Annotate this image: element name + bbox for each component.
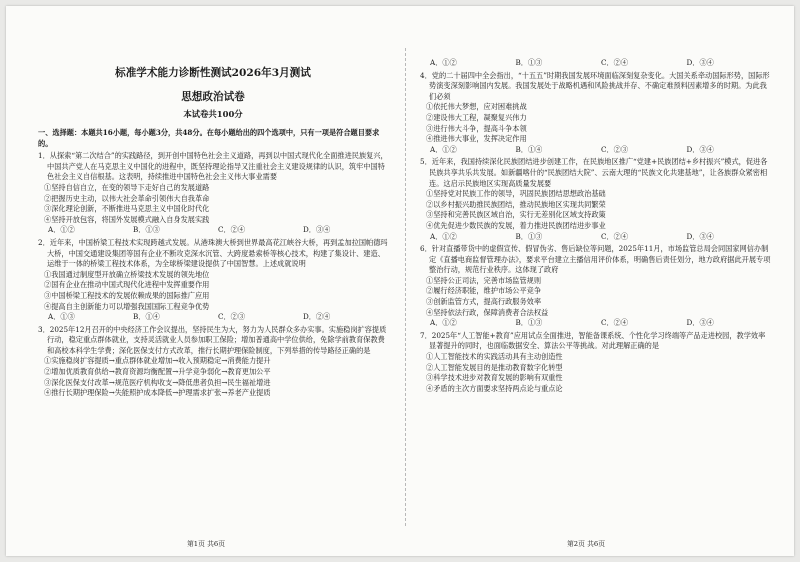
answer-option: D．③④ <box>686 58 714 67</box>
answer-option: A．①② <box>430 318 457 328</box>
question-statement: ③进行伟大斗争，提高斗争本领 <box>426 123 527 133</box>
question-statement: ①坚持党对民族工作的领导，巩固民族团结思想政治基础 <box>426 189 606 199</box>
question-block <box>420 331 772 395</box>
right-column <box>420 6 772 394</box>
question-statement: ③创新监管方式，提高行政服务效率 <box>426 297 542 307</box>
question-block <box>420 157 772 242</box>
question-statement: ④推进伟大事业，发挥决定作用 <box>426 134 527 144</box>
answer-option: B．①③ <box>515 58 543 67</box>
answer-option: C．②④ <box>601 231 629 241</box>
answer-options <box>38 225 388 236</box>
answer-option: C．②③ <box>218 312 246 322</box>
answer-option: A．①② <box>430 144 457 154</box>
question-block <box>38 151 388 236</box>
question-statement: ②以乡村振兴助推民族团结，推动民族地区实现共同繁荣 <box>426 199 606 209</box>
answer-option: B．①③ <box>133 225 160 235</box>
section-instructions: 一、选择题：本题共16小题，每小题3分，共48分。在每小题给出的四个选项中，只有一项是符合题目要求的。 <box>38 128 380 148</box>
question-statement: ①我国通过制度型开放确立桥梁技术发展的领先地位 <box>44 269 210 279</box>
answer-option: C．②④ <box>218 225 246 235</box>
question-statement: ③坚持和完善民族区域自治，实行无差别化区域支持政策 <box>426 210 606 220</box>
answer-option: D．③④ <box>303 225 331 235</box>
answer-option: A．①② <box>430 58 457 67</box>
answer-option: C．②④ <box>601 318 629 328</box>
answer-option: D．③④ <box>686 231 714 241</box>
exam-title: 标准学术能力诊断性测试2026年3月测试 <box>115 67 311 79</box>
answer-options <box>420 145 772 156</box>
question-statement: ③深化理论创新，不断推进马克思主义中国化时代化 <box>44 204 210 214</box>
question-statement: ④推行长期护理保险→失能照护成本降低→护理需求扩张→养老产业提质 <box>44 388 271 398</box>
question-statement: ③中国桥梁工程技术的发展依赖成果的国际推广应用 <box>44 290 210 300</box>
answer-options <box>38 312 388 323</box>
answer-option: B．①④ <box>515 144 543 154</box>
question-3-options <box>420 58 772 69</box>
answer-option: B．①③ <box>515 318 543 328</box>
question-stem: 6．针对直播带货中的虚假宣传、假冒伪劣、售后缺位等问题，2025年11月，市场监管总局会同国家网信办制定《直播电商监督管理办法》，要求平台建立主播信用评价体系，明确售后责任划分，地方政府据此开展专项整治行动，规范行业秩序。这体现了政府 <box>420 244 771 275</box>
column-divider <box>405 48 406 526</box>
answer-option: D．②④ <box>303 312 331 322</box>
question-stem: 3．2025年12月召开的中央经济工作会议提出，坚持民生为大，努力为人民群众多办实事。实施稳岗扩容提质行动，稳定重点群体就业，支持灵活就业人员参加职工保险；增加普通高中学位供给，免除学前教育保教费和高校本科学生学费；深化医保支付方式改革，推行长期护理保险制度，下列举措的传导路径正确的是 <box>38 324 387 355</box>
question-statement: ①实施稳岗扩容提质→重点群体就业增加→收入预期稳定→消费能力提升 <box>44 356 271 366</box>
question-statement: ②把握历史主动，以伟大社会革命引领伟大自我革命 <box>44 193 210 203</box>
answer-option: D．③④ <box>686 144 714 154</box>
question-block <box>420 71 772 156</box>
question-statement: ②建设伟大工程，凝聚复兴伟力 <box>426 112 527 122</box>
answer-options <box>420 232 772 243</box>
question-statement: ①依托伟大梦想，应对困难挑战 <box>426 102 527 112</box>
question-statement: ④矛盾的主次方面要求坚持两点论与重点论 <box>426 383 563 393</box>
question-statement: ③科学技术进步对教育发展的影响有双重性 <box>426 373 563 383</box>
answer-option: A．①② <box>48 225 75 235</box>
answer-option: D．③④ <box>686 318 714 328</box>
question-stem: 1．从探索“第二次结合”的实践路径，到开创中国特色社会主义道路，再到以中国式现代化全面推进民族复兴，中国共产党人在马克思主义中国化的进程中，既坚持理论指导又注重社会主义建设规律的认识，筑牢中国特色社会主义自信根基。这表明，持续推进中国特色社会主义伟大事业需要 <box>38 151 388 182</box>
question-stem: 7．2025年“人工智能+教育”应用试点全面推进，智能备课系统、个性化学习终端等产品走进校园，教学效率显著提升的同时，也面临数据安全、算法公平等挑战。对此理解正确的是 <box>420 330 766 351</box>
question-statement: ①人工智能技术的实践活动具有主动创造性 <box>426 352 563 362</box>
question-statement: ①坚持公正司法，完善市场监管规则 <box>426 275 542 285</box>
answer-option: C．②③ <box>601 144 629 154</box>
page-footer-right: 第2页 共6页 <box>567 540 605 548</box>
exam-sheet <box>6 6 794 556</box>
answer-option: A．①③ <box>48 312 75 322</box>
question-block <box>38 325 388 399</box>
question-stem: 4．党的二十届四中全会指出，“十五五”时期我国发展环境面临深刻复杂变化。大国关系牵动国际形势，国际形势演变深刻影响国内发展。我国发展处于战略机遇和风险挑战并存、不确定难预料因素增多的时期。为此我们必须 <box>420 70 770 101</box>
left-column <box>38 6 388 399</box>
question-statement: ④坚持依法行政，保障消费者合法权益 <box>426 307 549 317</box>
question-block <box>38 238 388 323</box>
question-statement: ④提高自主创新能力可以增强我国国际工程竞争优势 <box>44 301 210 311</box>
page-footer-left: 第1页 共6页 <box>187 540 225 548</box>
right-question-list <box>420 71 772 395</box>
left-question-list <box>38 151 388 399</box>
answer-option: A．①② <box>430 231 457 241</box>
answer-option: C．②④ <box>601 58 629 67</box>
question-statement: ③深化医保支付改革→规范医疗机构收支→降低患者负担→民生福祉增进 <box>44 377 271 387</box>
question-statement: ②增加优质教育供给→教育资源均衡配置→升学竞争弱化→教育更加公平 <box>44 367 271 377</box>
question-statement: ①坚持自信自立，在变的领导下走好自己的发展道路 <box>44 182 210 192</box>
question-statement: ④优先促进少数民族的发展，着力推进民族团结进步事业 <box>426 220 606 230</box>
answer-options <box>420 318 772 329</box>
question-stem: 2．近年来，中国桥梁工程技术实现跨越式发展。从港珠澳大桥到世界最高花江峡谷大桥，再到孟加拉国帕德玛大桥，中国交通建设集团等国有企业不断攻克深水沉管、大跨度悬索桥等核心技术，构建了集设计、建造、运维于一体的桥梁工程技术体系，为全球桥梁建设提供了中国智慧。上述成就说明 <box>38 237 388 269</box>
question-statement: ②人工智能发展目的是推动教育数字化转型 <box>426 362 563 372</box>
question-statement: ②履行经济职能，维护市场公平竞争 <box>426 286 542 296</box>
question-stem: 5．近年来，我国持续深化民族团结进步创建工作，在民族地区推广“党建+民族团结+乡村振兴”模式，促进各民族共享共乐共发展。如新疆喀什的“民族团结大院”、云南大理的“民族文化共建基地”，让各族群众紧密相连。这启示民族地区实现高质量发展要 <box>420 157 768 188</box>
question-block <box>420 244 772 329</box>
question-statement: ②国有企业在推动中国式现代化进程中发挥重要作用 <box>44 280 210 290</box>
answer-option: B．①④ <box>133 312 160 322</box>
exam-subject: 思想政治试卷 <box>181 91 245 103</box>
question-statement: ④坚持开放包容，将国外发展模式融入自身发展实践 <box>44 214 210 224</box>
answer-option: B．①③ <box>515 231 543 241</box>
exam-score: 本试卷共100分 <box>183 109 243 119</box>
